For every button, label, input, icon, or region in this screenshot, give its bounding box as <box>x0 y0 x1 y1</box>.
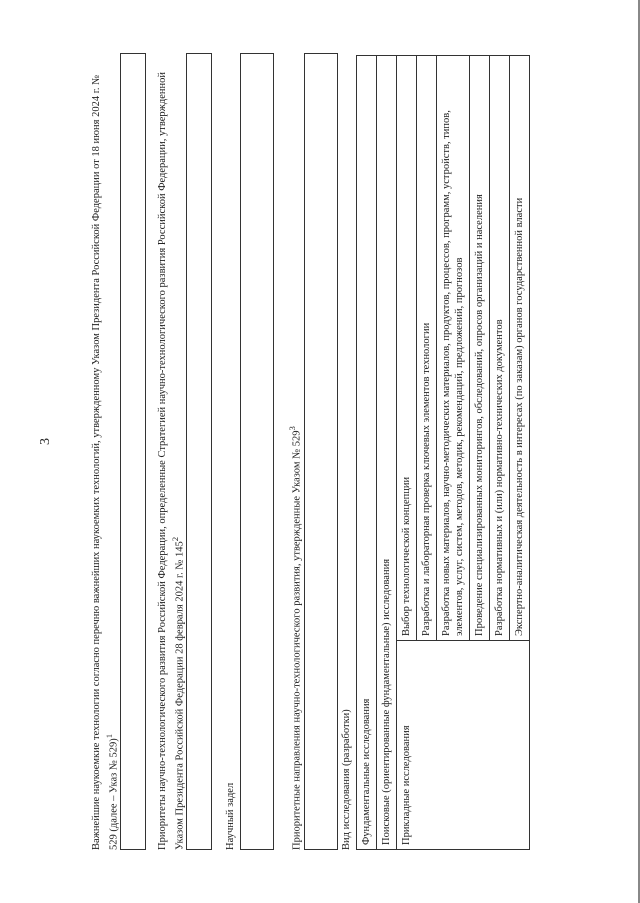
row-exploratory[interactable]: Поисковые (ориентированные фундаментальные) исследования <box>377 56 397 850</box>
section-priorities-label: Приоритеты научно-технологического развития Российской Федерации, определенные Стратегией научно-технологического развития Российской Федерации, утвержденной Указом Президента Российской Федерации 28 февраля 2024 г. № $145^2$ <box>157 71 186 850</box>
table-row <box>357 56 377 850</box>
research-type-table <box>356 55 530 850</box>
applied-item[interactable]: Экспертно-аналитическая деятельность в интересах (по заказам) органов государственной власти <box>510 56 530 641</box>
page-number: 3 <box>38 438 53 445</box>
directions-field[interactable] <box>304 53 338 850</box>
section-scientific-backlog-label: Научный задел <box>225 782 236 850</box>
scientific-backlog-field[interactable] <box>240 53 274 850</box>
applied-item[interactable]: Разработка новых материалов, научно-методических материалов, продуктов, процессов, программ, устройств, типов, элементов, услуг, систем, методов, методик, рекомендаций, предложений, прогнозов <box>437 56 470 641</box>
technologies-field[interactable] <box>120 53 146 850</box>
rotated-form <box>90 50 625 850</box>
applied-item[interactable]: Разработка и лабораторная проверка ключевых элементов технологии <box>417 56 437 641</box>
table-row <box>377 56 397 850</box>
table-row <box>397 56 417 850</box>
applied-item[interactable]: Выбор технологической концепции <box>397 56 417 641</box>
section-directions-label: Приоритетные направления научно-технологического развития, утвержденные Указом № $529^3$ <box>287 426 303 850</box>
row-applied-label: Прикладные исследования <box>397 641 530 850</box>
section-technologies-label: Важнейшие наукоемкие технологии согласно перечню важнейших наукоемких технологий, утвержденному Указом Президента Российской Федерации от 18 июня 2024 г. № 529 (далее – Указ № 529)$^1$ <box>91 74 120 850</box>
applied-item[interactable]: Проведение специализированных мониторингов, обследований, опросов организаций и населения <box>470 56 490 641</box>
section-research-type-title: Вид исследования (разработки) <box>341 709 352 850</box>
footnote-marker: 3 <box>287 426 297 431</box>
applied-item[interactable]: Разработка нормативных и (или) нормативно-технических документов <box>490 56 510 641</box>
priorities-field[interactable] <box>186 53 212 850</box>
footnote-marker: 2 <box>170 536 180 542</box>
footnote-marker: 1 <box>104 733 114 739</box>
row-fundamental[interactable]: Фундаментальные исследования <box>357 56 377 850</box>
